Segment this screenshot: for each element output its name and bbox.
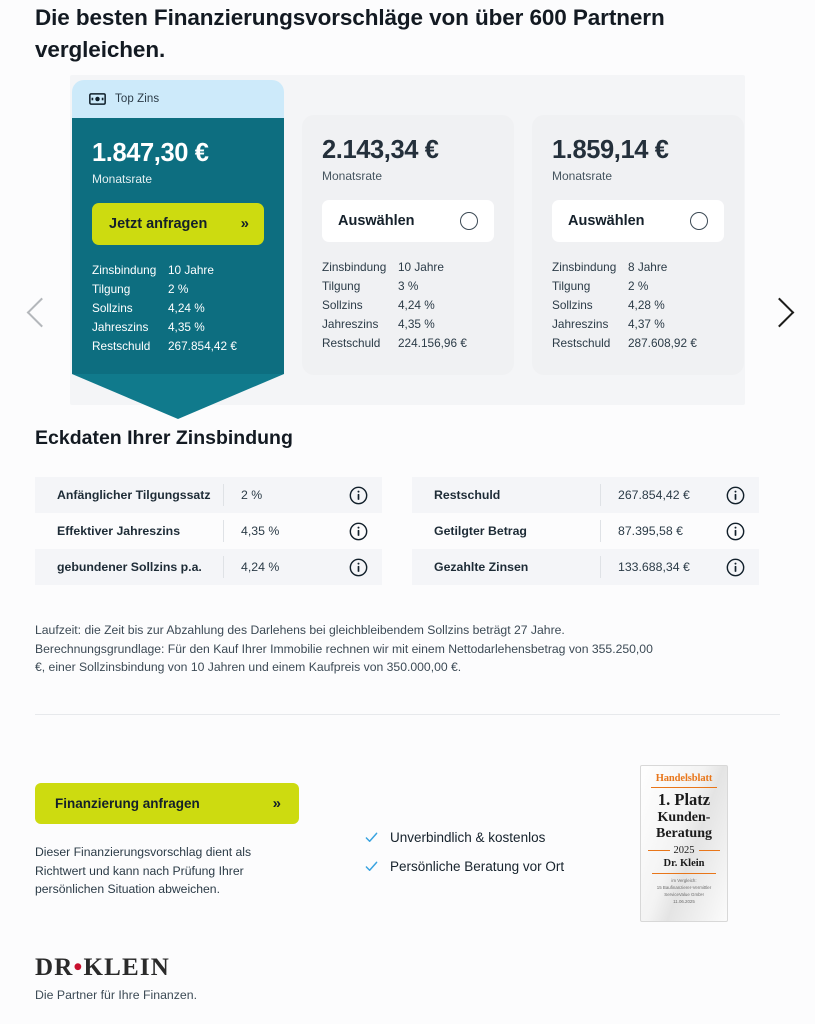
spec-key: Sollzins [322, 297, 363, 312]
award-fineprint-line2: 15 Baufinanzierer-Vermittler [656, 885, 712, 891]
award-fineprint-line4: 11.06.2025 [673, 899, 695, 905]
facts-table [35, 477, 780, 585]
info-icon[interactable] [726, 522, 745, 541]
offer-carousel [0, 75, 815, 420]
monthly-rate-value: 2.143,34 € [322, 136, 439, 164]
award-fineprint-line1: im Vergleich: [671, 878, 697, 884]
monthly-rate-label: Monatsrate [552, 168, 613, 183]
select-offer-button[interactable] [322, 200, 494, 242]
table-row [412, 477, 759, 513]
carousel-next-button[interactable] [756, 288, 802, 340]
table-row [35, 477, 382, 513]
spec-value: 2 % [168, 281, 189, 296]
award-year: 2025 [673, 845, 695, 857]
double-chevron-right-icon: » [240, 215, 247, 233]
offer-specs [552, 258, 724, 353]
spec-value: 287.608,92 € [628, 335, 697, 350]
spec-key: Jahreszins [322, 316, 379, 331]
select-offer-label: Auswählen [568, 212, 645, 229]
info-icon[interactable] [726, 558, 745, 577]
spec-row [322, 277, 494, 296]
spec-key: Zinsbindung [552, 259, 617, 274]
list-item [365, 825, 564, 849]
spec-row [322, 315, 494, 334]
card-pointer-tail [72, 374, 284, 419]
spec-key: Zinsbindung [322, 259, 387, 274]
benefit-label: Persönliche Beratung vor Ort [390, 858, 565, 874]
banknote-icon [89, 93, 106, 105]
advisory-note: Dieser Finanzierungsvorschlag dient als Richtwert und kann nach Prüfung Ihrer persönlichen Situation abweichen. [35, 845, 252, 896]
spec-row [92, 337, 264, 356]
spec-value: 10 Jahre [398, 259, 444, 274]
chevron-right-icon [770, 297, 789, 331]
fact-label: gebundener Sollzins p.a. [57, 560, 202, 574]
table-row [35, 513, 382, 549]
benefits-list [365, 825, 564, 883]
award-fineprint-line3: ServiceValue GmbH [664, 892, 704, 898]
fact-label: Gezahlte Zinsen [434, 560, 529, 574]
info-icon[interactable] [349, 522, 368, 541]
spec-row [92, 299, 264, 318]
fact-value: 133.688,34 € [618, 560, 690, 574]
spec-value: 2 % [628, 278, 649, 293]
brand-logo [35, 955, 197, 1002]
logo-wordmark [35, 955, 197, 980]
section-divider [35, 714, 780, 715]
award-rule-2 [652, 873, 716, 874]
spec-value: 8 Jahre [628, 259, 668, 274]
spec-key: Jahreszins [92, 319, 149, 334]
top-zins-badge-label: Top Zins [115, 93, 160, 105]
check-icon [365, 831, 378, 844]
monthly-rate-value: 1.859,14 € [552, 136, 669, 164]
fact-label: Restschuld [434, 488, 501, 502]
page-title: Die besten Finanzierungsvorschläge von über 600 Partnern vergleichen. [35, 5, 665, 62]
fact-label: Anfänglicher Tilgungssatz [57, 488, 211, 502]
spec-value: 3 % [398, 278, 419, 293]
double-chevron-right-icon: » [272, 795, 279, 812]
spec-row [552, 296, 724, 315]
spec-value: 10 Jahre [168, 262, 214, 277]
radio-circle-icon [690, 212, 708, 230]
offer-card-featured[interactable] [72, 80, 284, 374]
table-row [412, 513, 759, 549]
info-icon[interactable] [349, 486, 368, 505]
award-brand: Dr. Klein [663, 858, 705, 870]
award-category-line2: Beratung [656, 826, 712, 842]
award-year-row [648, 845, 720, 856]
offer-card-body [532, 115, 744, 375]
select-offer-button[interactable] [552, 200, 724, 242]
award-place: 1. Platz [657, 790, 711, 809]
top-zins-badge [72, 80, 284, 118]
award-year-rule-left [648, 850, 670, 851]
select-offer-label: Auswählen [338, 212, 415, 229]
logo-dot-icon: • [73, 954, 84, 981]
spec-key: Sollzins [92, 300, 133, 315]
spec-row [92, 280, 264, 299]
offer-card-body [72, 118, 284, 374]
logo-text-klein: KLEIN [83, 954, 171, 981]
spec-value: 4,28 % [628, 297, 665, 312]
spec-key: Restschuld [92, 338, 151, 353]
check-icon [365, 860, 378, 873]
spec-row [552, 258, 724, 277]
spec-value: 4,24 % [168, 300, 205, 315]
radio-circle-icon [460, 212, 478, 230]
chevron-left-icon [28, 297, 47, 331]
spec-key: Tilgung [92, 281, 131, 296]
award-category-line1: Kunden- [657, 810, 711, 826]
facts-column-right [412, 477, 759, 585]
spec-value: 4,35 % [168, 319, 205, 334]
fact-value: 4,24 % [241, 560, 280, 574]
spec-row [552, 334, 724, 353]
spec-row [322, 258, 494, 277]
spec-row [552, 277, 724, 296]
list-item [365, 854, 564, 878]
facts-section-title: Eckdaten Ihrer Zinsbindung [35, 427, 293, 449]
spec-row [322, 334, 494, 353]
spec-value: 4,37 % [628, 316, 665, 331]
offer-specs [322, 258, 494, 353]
info-icon[interactable] [349, 558, 368, 577]
info-icon[interactable] [726, 486, 745, 505]
spec-row [92, 318, 264, 337]
logo-tagline: Die Partner für Ihre Finanzen. [35, 988, 197, 1002]
award-publisher: Handelsblatt [655, 773, 713, 784]
fact-value: 87.395,58 € [618, 524, 683, 538]
award-year-rule-right [699, 850, 721, 851]
fact-label: Effektiver Jahreszins [57, 524, 181, 538]
table-row [35, 549, 382, 585]
award-badge [640, 765, 728, 922]
spec-value: 4,35 % [398, 316, 435, 331]
spec-key: Restschuld [322, 335, 381, 350]
logo-text-dr: DR [35, 954, 74, 981]
spec-row [92, 261, 264, 280]
fact-value: 267.854,42 € [618, 488, 690, 502]
fact-label: Getilgter Betrag [434, 524, 527, 538]
offer-card-body [302, 115, 514, 375]
request-now-button[interactable] [92, 203, 264, 245]
facts-column-left [35, 477, 382, 585]
request-now-label: Jetzt anfragen [109, 215, 208, 232]
spec-key: Jahreszins [552, 316, 609, 331]
monthly-rate-value: 1.847,30 € [92, 139, 209, 167]
award-rule [651, 787, 717, 788]
offer-specs [92, 261, 264, 356]
offer-card[interactable] [302, 115, 514, 375]
spec-row [322, 296, 494, 315]
spec-key: Sollzins [552, 297, 593, 312]
carousel-prev-button[interactable] [14, 288, 60, 340]
table-row [412, 549, 759, 585]
spec-value: 4,24 % [398, 297, 435, 312]
spec-row [552, 315, 724, 334]
spec-value: 224.156,96 € [398, 335, 467, 350]
request-financing-label: Finanzierung anfragen [55, 796, 200, 811]
request-financing-button[interactable] [35, 783, 299, 824]
monthly-rate-label: Monatsrate [92, 171, 153, 186]
spec-key: Tilgung [552, 278, 591, 293]
spec-value: 267.854,42 € [168, 338, 237, 353]
calculation-disclaimer: Laufzeit: die Zeit bis zur Abzahlung des Darlehens bei gleichbleibendem Sollzins beträgt 27 Jahre. Berechnungsgrundlage: Für den Kauf Ihrer Immobilie rechnen wir mit einem Nettodarlehensbetrag von 355.250,00 €, einer Sollzinsbindung von 10 Jahren und einem Kaufpreis von 350.000,00 €. [35, 623, 653, 674]
benefit-label: Unverbindlich & kostenlos [390, 829, 546, 845]
spec-key: Zinsbindung [92, 262, 157, 277]
offer-card[interactable] [532, 115, 744, 375]
spec-key: Restschuld [552, 335, 611, 350]
monthly-rate-label: Monatsrate [322, 168, 383, 183]
spec-key: Tilgung [322, 278, 361, 293]
fact-value: 4,35 % [241, 524, 280, 538]
fact-value: 2 % [241, 488, 263, 502]
